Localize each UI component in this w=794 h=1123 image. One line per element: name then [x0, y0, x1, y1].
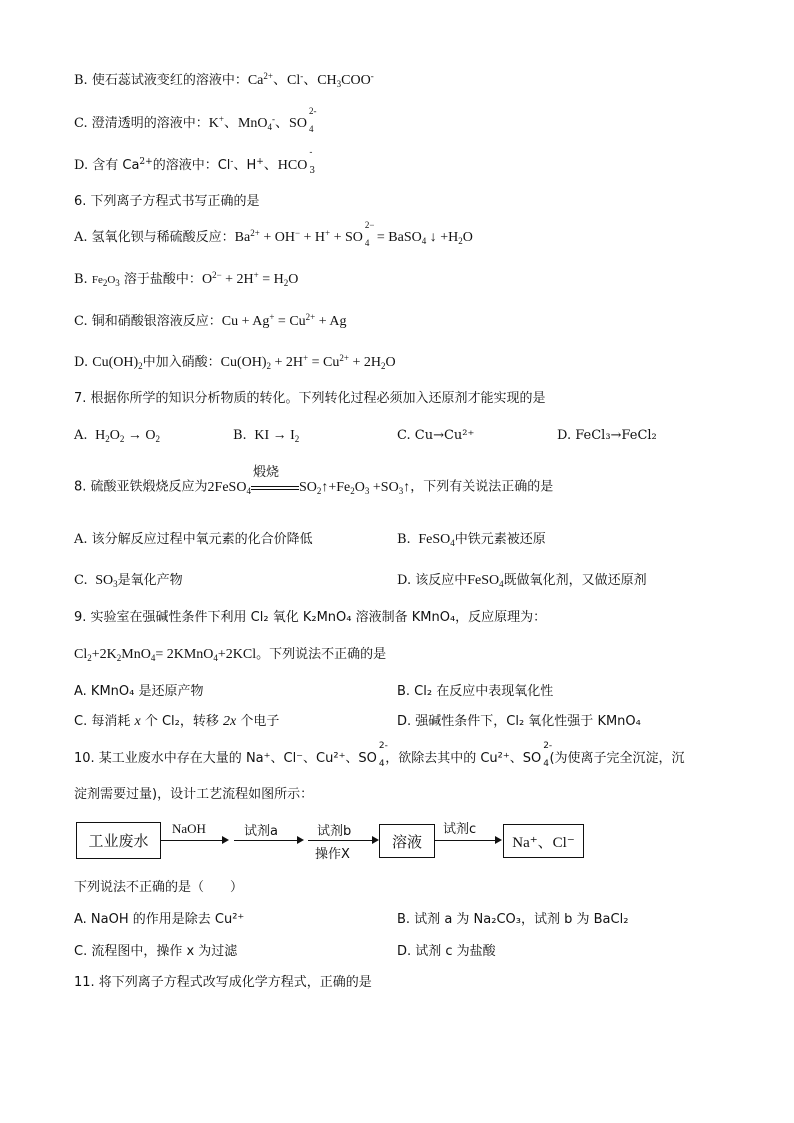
- q6-option-c: C. 铜和硝酸银溶液反应：$Cu + Ag^+ = Cu^{2+} + Ag$: [74, 312, 347, 329]
- q10-stem-line1: 10. 某工业废水中存在大量的 Na⁺、Cl⁻、Cu²⁺、SO 2- 4 ，欲除去其中的 Cu²⁺、SO 2- 4 (为使离子完全沉淀，沉: [74, 741, 685, 769]
- q5-c-ions: K+、MnO$_4$-、SO 2- 4: [208, 106, 317, 134]
- q9-equation: $Cl_2+2K_2MnO_4=$ 2KMnO$_4$+2KCl。下列说法不正确的是: [74, 647, 387, 663]
- q6-d-formula: $Cu(OH)_2$: [92, 355, 143, 371]
- flow-arrowhead-1: [222, 836, 229, 844]
- q10-option-a: A. NaOH 的作用是除去 Cu²⁺: [74, 912, 245, 927]
- q6-d-equation: $Cu(OH)_2 + 2H^+ = Cu^{2+} + 2H_2O$: [220, 353, 396, 371]
- q6-a-equation: $Ba^{2+} + OH^- + H^+$ + SO 2− 4 = BaSO$_4$ ↓ $+H_2O$: [234, 220, 473, 248]
- q5-option-c: C. 澄清透明的溶液中：K+、MnO$_4$-、SO 2- 4: [74, 106, 317, 134]
- flow-label-naoh: NaOH: [172, 821, 206, 836]
- q6-b-formula: $Fe_2O_3$: [91, 274, 120, 288]
- flow-label-reagent-c: 试剂c: [443, 822, 477, 837]
- q5-option-b: B. 使石蕊试液变红的溶液中：$Ca^{2+}$、Cl-、$CH_3COO^-$: [74, 71, 374, 89]
- flow-label-operation-x: 操作X: [315, 847, 350, 862]
- flow-box-industrial-wastewater: 工业废水: [76, 822, 161, 859]
- flow-arrowhead-3: [372, 836, 379, 844]
- flow-arrow-2: [234, 840, 299, 841]
- flow-arrow-1: [160, 840, 224, 841]
- q8-stem: 8. 硫酸亚铁煅烧反应为2FeSO$_4$ 煅烧 $SO_2↑+Fe_2O_3$ $+SO_3↑$，下列有关说法正确的是: [74, 465, 554, 496]
- q8-option-c: C. $SO_3$是氧化产物: [74, 573, 183, 589]
- q10-stem-line2: 淀剂需要过量)，设计工艺流程如图所示：: [74, 787, 314, 802]
- flow-arrowhead-2: [297, 836, 304, 844]
- q10-option-b: B. 试剂 a 为 Na₂CO₃，试剂 b 为 BaCl₂: [397, 912, 629, 927]
- flow-arrowhead-4: [495, 836, 502, 844]
- q7-stem: 7. 根据你所学的知识分析物质的转化。下列转化过程必须加入还原剂才能实现的是: [74, 391, 546, 406]
- flow-box-solution: 溶液: [379, 824, 435, 858]
- q10-option-d: D. 试剂 c 为盐酸: [397, 944, 496, 959]
- q10-option-c: C. 流程图中，操作 x 为过滤: [74, 944, 238, 959]
- q7-option-d: D. FeCl₃→FeCl₂: [557, 428, 657, 443]
- q9-option-c: C. 每消耗 x 个 Cl₂，转移 2x 个电子: [74, 714, 280, 729]
- q8-option-d: D. 该反应中FeSO$_4$既做氧化剂，又做还原剂: [397, 573, 647, 589]
- q5-b-ions: $Ca^{2+}$、Cl-、$CH_3COO^-$: [247, 71, 374, 89]
- q8-option-b: B. FeSO$_4$中铁元素被还原: [397, 532, 546, 548]
- flow-label-reagent-a: 试剂a: [244, 824, 278, 839]
- q6-option-a: A. 氢氧化钡与稀硫酸反应：$Ba^{2+} + OH^- + H^+$ + SO 2− 4 = BaSO$_4$ ↓ $+H_2O$: [74, 220, 473, 248]
- flow-arrow-3: [308, 840, 372, 841]
- q7-option-c: C. Cu→Cu²⁺: [397, 428, 475, 443]
- q9-option-d: D. 强碱性条件下，Cl₂ 氧化性强于 KMnO₄: [397, 714, 641, 729]
- flow-label-reagent-b: 试剂b: [317, 824, 352, 839]
- q6-option-b: B. $Fe_2O_3$ 溶于盐酸中：$O^{2-} + 2H^+ = H_2O$: [74, 270, 299, 288]
- flow-box-final-ions: Na⁺、Cl⁻: [503, 824, 584, 858]
- q5-option-d: D. 含有 $Ca^{2+}$的溶液中：Cl-、H+、HCO - 3: [74, 148, 316, 176]
- flow-arrow-4: [434, 840, 496, 841]
- q6-stem: 6. 下列离子方程式书写正确的是: [74, 194, 260, 209]
- q9-stem: 9. 实验室在强碱性条件下利用 Cl₂ 氧化 K₂MnO₄ 溶液制备 KMnO₄，反应原理为：: [74, 610, 547, 625]
- q7-option-b: B. KI → $I_2$: [233, 428, 300, 444]
- q6-c-equation: $Cu + Ag^+ = Cu^{2+} + Ag$: [221, 312, 347, 329]
- q10-question: 下列说法不正确的是（ ）: [74, 880, 244, 895]
- q11-stem: 11. 将下列离子方程式改写成化学方程式，正确的是: [74, 975, 372, 990]
- q8-option-a: A. 该分解反应过程中氧元素的化合价降低: [74, 532, 313, 547]
- q6-b-equation: $O^{2-} + 2H^+ = H_2O$: [201, 270, 299, 288]
- q8-equilibrium-sign: 煅烧: [251, 478, 299, 496]
- q7-option-a: A. $H_2O_2 \to O_2$: [74, 428, 161, 444]
- q9-option-b: B. Cl₂ 在反应中表现氧化性: [397, 684, 554, 699]
- q9-option-a: A. KMnO₄ 是还原产物: [74, 684, 204, 699]
- q6-option-d: D. $Cu(OH)_2$中加入硝酸：$Cu(OH)_2 + 2H^+ = Cu^{2+} + 2H_2O$: [74, 353, 396, 371]
